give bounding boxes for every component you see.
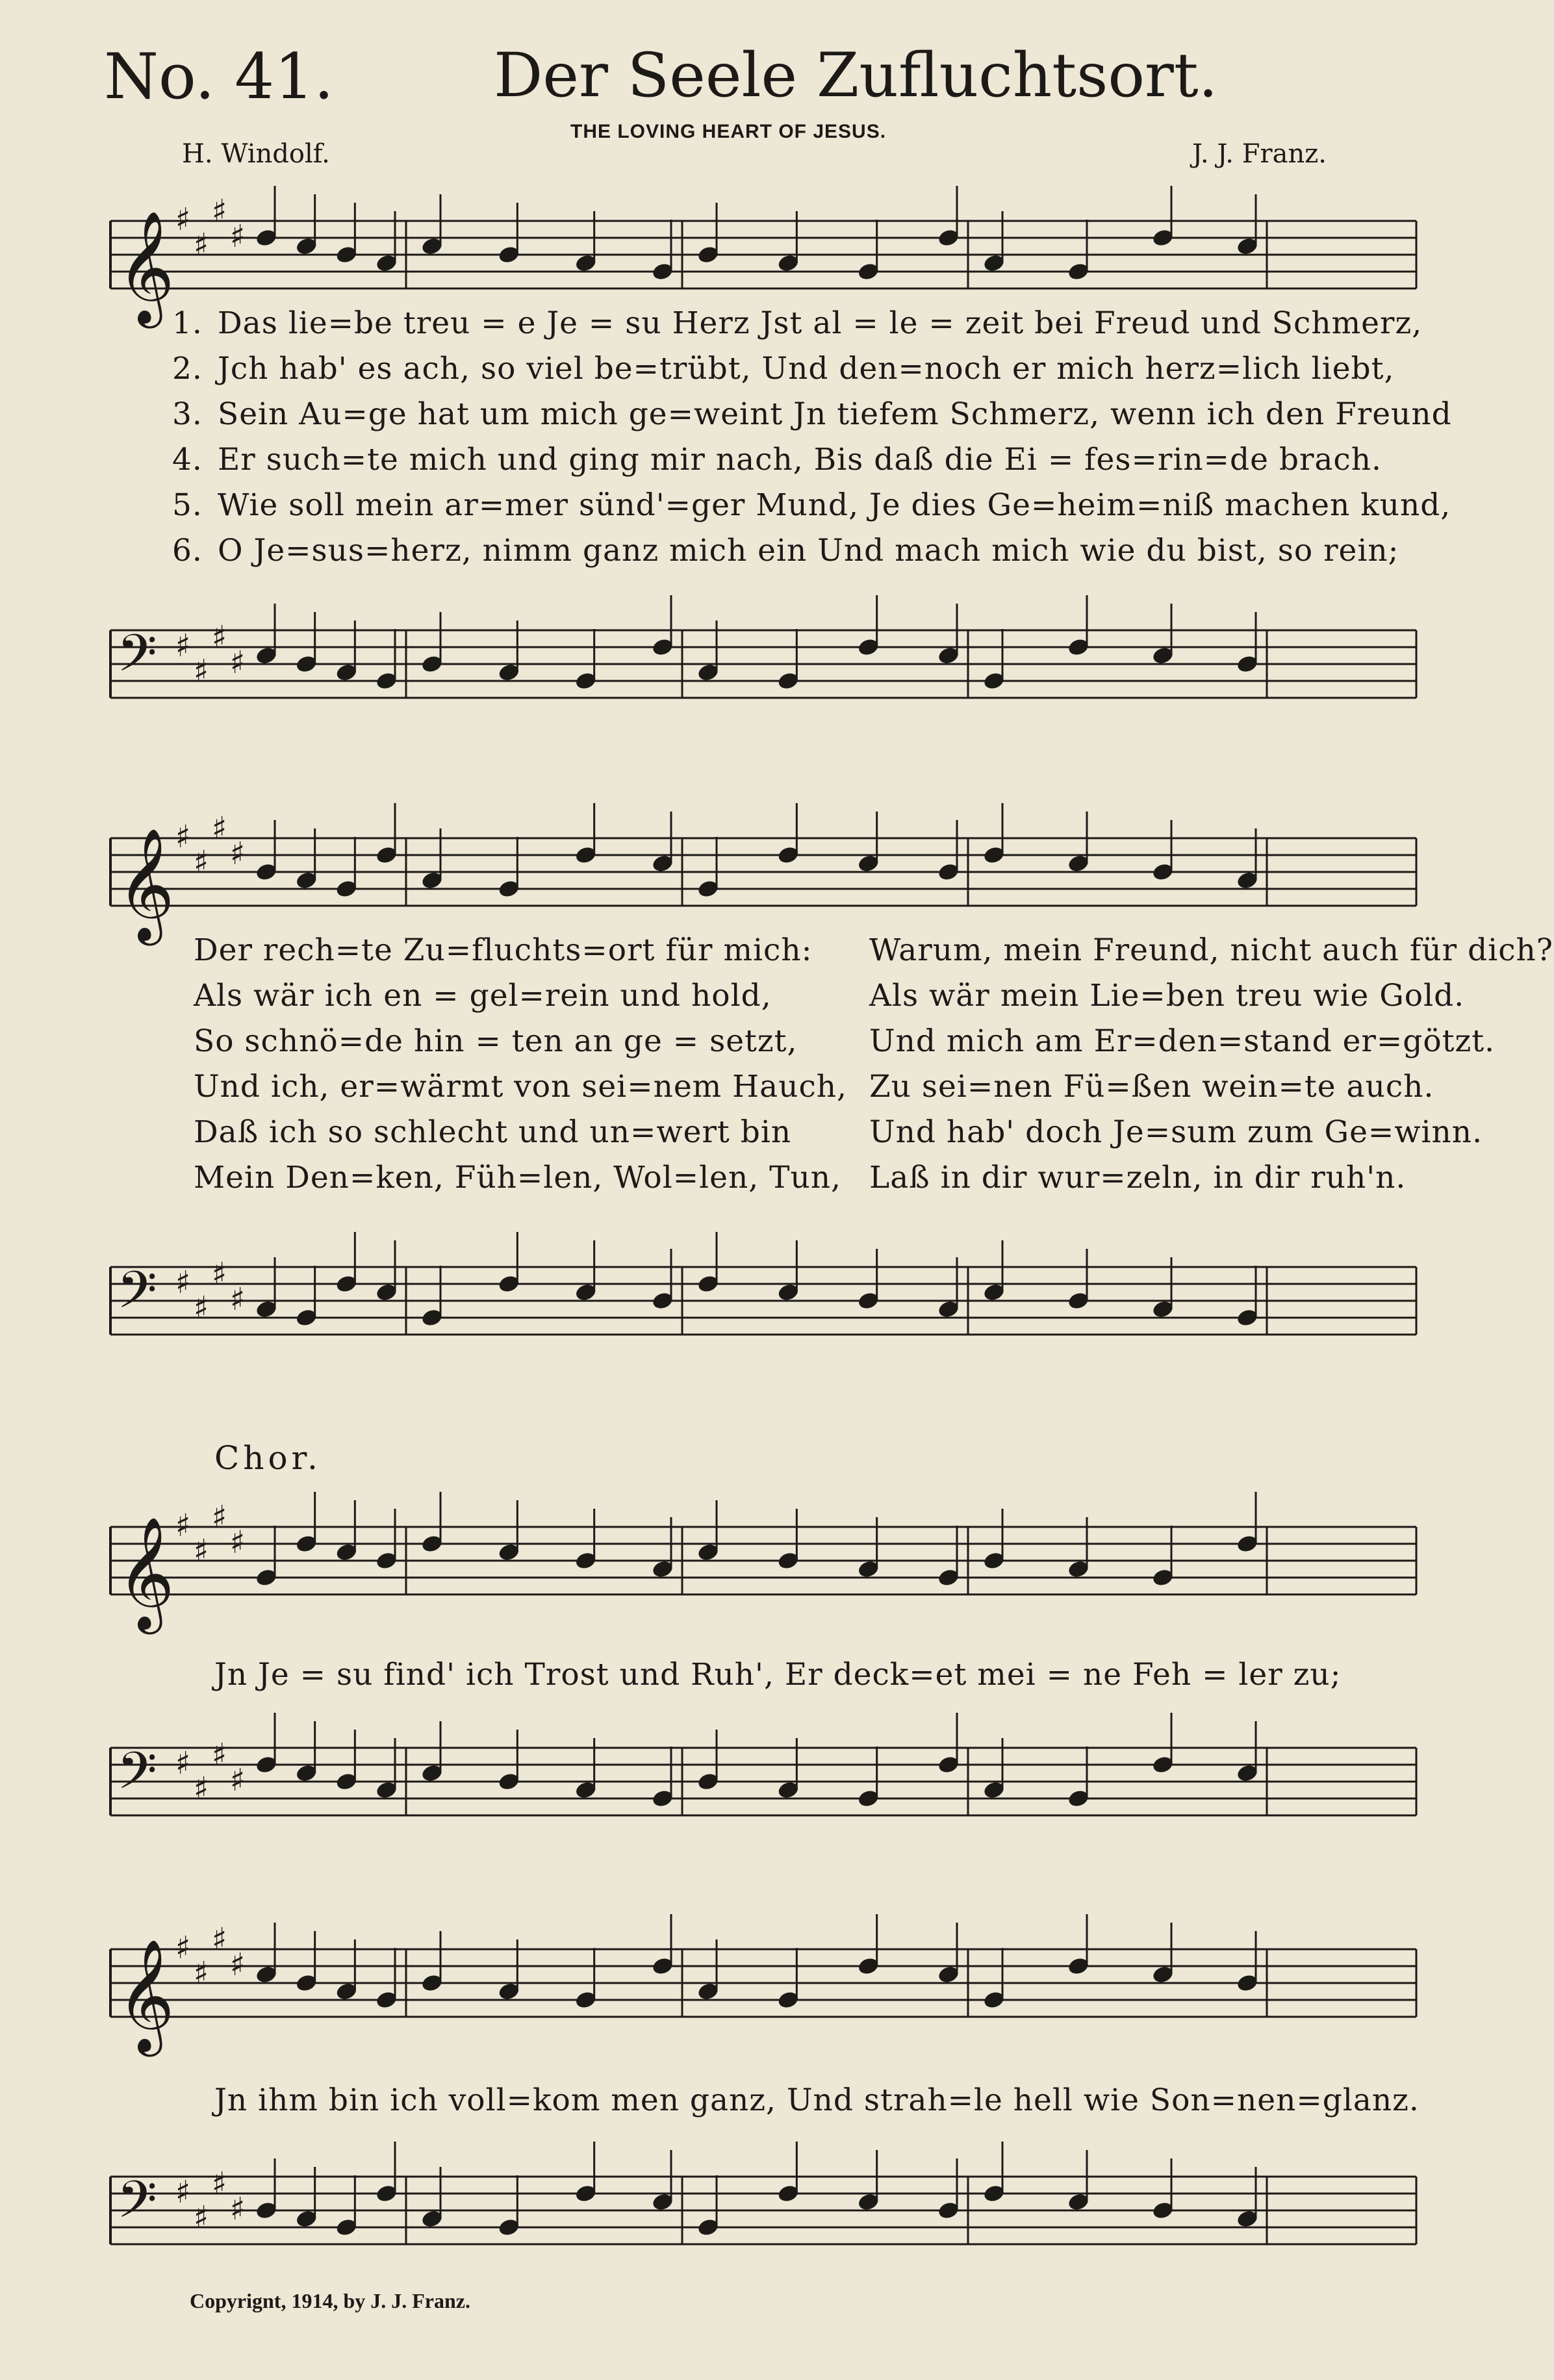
lyric-line: So schnö=de hin = ten an ge = setzt, Und mich am Er=den=stand er=götzt. — [194, 1023, 1496, 1059]
lyric-line: 2. Jch hab' es ach, so viel be=trübt, Und den=noch er mich herz=lich liebt, — [172, 351, 1395, 387]
music-system-3 — [97, 1481, 1423, 1832]
lyric-line: Mein Den=ken, Füh=len, Wol=len, Tun, Laß in dir wur=zeln, in dir ruh'n. — [194, 1160, 1407, 1196]
key-signature-sharp: ♯ — [194, 1955, 209, 1991]
key-signature-sharp: ♯ — [194, 1533, 209, 1569]
treble-staff-2 — [97, 812, 1423, 942]
lyric-line: 5. Wie soll mein ar=mer sünd'=ger Mund, Je dies Ge=heim=niß machen kund, — [172, 487, 1451, 523]
key-signature-sharp: ♯ — [212, 193, 227, 229]
key-signature-sharp: ♯ — [212, 1921, 227, 1958]
key-signature-sharp: ♯ — [230, 1524, 246, 1561]
key-signature-sharp: ♯ — [175, 819, 191, 855]
lyric-line: 3. Sein Au=ge hat um mich ge=weint Jn tiefem Schmerz, wenn ich den Freund — [172, 396, 1452, 432]
bass-clef: 𝄢 — [117, 623, 157, 696]
key-signature-sharp: ♯ — [230, 2191, 246, 2227]
treble-clef: 𝄞 — [117, 1516, 175, 1630]
lyric-line: 6. O Je=sus=herz, nimm ganz mich ein Und mach mich wie du bist, so rein; — [172, 533, 1399, 569]
key-signature-sharp: ♯ — [194, 227, 209, 263]
composer-credit: J. J. Franz. — [1192, 139, 1327, 169]
key-signature-sharp: ♯ — [175, 628, 191, 664]
key-signature-sharp: ♯ — [230, 836, 246, 872]
bass-staff-1 — [97, 604, 1423, 734]
bass-clef: 𝄢 — [117, 1260, 157, 1333]
music-system-1 — [97, 175, 1452, 760]
key-signature-sharp: ♯ — [194, 1771, 209, 1807]
music-system-4 — [97, 1904, 1423, 2268]
lyric-line: Daß ich so schlecht und un=wert bin Und hab' doch Je=sum zum Ge=winn. — [194, 1114, 1483, 1150]
key-signature-sharp: ♯ — [212, 1499, 227, 1535]
key-signature-sharp: ♯ — [175, 1507, 191, 1544]
key-signature-sharp: ♯ — [175, 2174, 191, 2210]
chorus-label: Chor. — [214, 1439, 322, 1477]
key-signature-sharp: ♯ — [212, 810, 227, 847]
lyricist-credit: H. Windolf. — [182, 139, 330, 169]
key-signature-sharp: ♯ — [230, 1281, 246, 1318]
lyric-line: 1. Das lie=be treu = e Je = su Herz Jst al = le = zeit bei Freud und Schmerz, — [172, 305, 1423, 341]
key-signature-sharp: ♯ — [175, 1745, 191, 1782]
copyright-notice: Copyrignt, 1914, by J. J. Franz. — [190, 2289, 470, 2312]
treble-clef: 𝄞 — [117, 211, 175, 324]
key-signature-sharp: ♯ — [175, 1264, 191, 1301]
key-signature-sharp: ♯ — [230, 645, 246, 681]
treble-staff-3 — [97, 1501, 1423, 1631]
key-signature-sharp: ♯ — [175, 201, 191, 238]
key-signature-sharp: ♯ — [194, 1290, 209, 1326]
treble-staff-4 — [97, 1923, 1423, 2053]
key-signature-sharp: ♯ — [212, 2166, 227, 2202]
key-signature-sharp: ♯ — [212, 1737, 227, 1773]
key-signature-sharp: ♯ — [194, 844, 209, 880]
key-signature-sharp: ♯ — [212, 1256, 227, 1292]
key-signature-sharp: ♯ — [230, 218, 246, 255]
key-signature-sharp: ♯ — [212, 619, 227, 656]
bass-clef: 𝄢 — [117, 2169, 157, 2242]
hymn-title: Der Seele Zufluchtsort. — [494, 40, 1218, 111]
hymn-subtitle: THE LOVING HEART OF JESUS. — [570, 121, 887, 142]
lyric-line: 4. Er such=te mich und ging mir nach, Bis daß die Ei = fes=rin=de brach. — [172, 442, 1382, 478]
bass-staff-2 — [97, 1241, 1423, 1371]
bass-staff-4 — [97, 2151, 1423, 2281]
lyric-line: Der rech=te Zu=fluchts=ort für mich: Warum, mein Freund, nicht auch für dich? — [194, 932, 1553, 968]
lyric-line: Und ich, er=wärmt von sei=nem Hauch, Zu sei=nen Fü=ßen wein=te auch. — [194, 1069, 1434, 1105]
chorus-lyric-line-1: Jn Je = su find' ich Trost und Ruh', Er deck=et mei = ne Feh = ler zu; — [214, 1657, 1342, 1693]
key-signature-sharp: ♯ — [175, 1930, 191, 1966]
chorus-lyric-line-2: Jn ihm bin ich voll=kom men ganz, Und strah=le hell wie Son=nen=glanz. — [214, 2082, 1420, 2118]
music-system-2 — [97, 793, 1553, 1442]
treble-clef: 𝄞 — [117, 828, 175, 941]
bass-staff-3 — [97, 1722, 1423, 1852]
key-signature-sharp: ♯ — [230, 1762, 246, 1798]
key-signature-sharp: ♯ — [230, 1947, 246, 1983]
hymn-number: No. 41. — [104, 40, 334, 113]
key-signature-sharp: ♯ — [194, 2199, 209, 2236]
lyric-line: Als wär ich en = gel=rein und hold, Als wär mein Lie=ben treu wie Gold. — [194, 978, 1465, 1014]
treble-clef: 𝄞 — [117, 1939, 175, 2052]
bass-clef: 𝄢 — [117, 1741, 157, 1813]
key-signature-sharp: ♯ — [194, 653, 209, 689]
